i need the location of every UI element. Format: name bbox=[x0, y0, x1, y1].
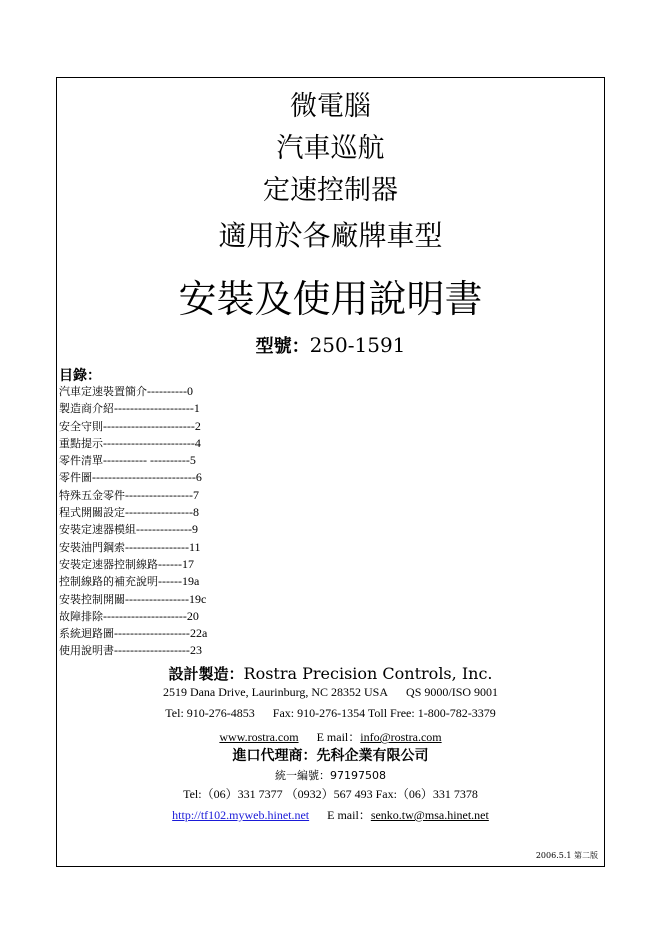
toc-item-page: 5 bbox=[189, 453, 196, 468]
manufacturer-label: 設計製造： bbox=[168, 665, 244, 683]
toc-item-leader: ------ bbox=[158, 556, 182, 571]
toc-item-leader: ----------------- bbox=[125, 487, 193, 502]
toc-item-name: 特殊五金零件 bbox=[59, 488, 125, 502]
toc-item-page: 9 bbox=[191, 522, 198, 537]
toc-item bbox=[59, 573, 207, 590]
toc-item-leader: ----------------------- bbox=[103, 418, 195, 433]
toc-item-leader: ------------------- bbox=[114, 626, 190, 641]
agent-email-link[interactable]: senko.tw@msa.hinet.net bbox=[370, 808, 489, 822]
toc-item-name: 使用說明書 bbox=[59, 644, 114, 658]
toc-item-name: 製造商介紹 bbox=[59, 402, 114, 416]
toc-item-page: 19c bbox=[188, 591, 207, 606]
toc-item-name: 重點提示 bbox=[59, 436, 103, 450]
toc-item-name: 安裝控制開關 bbox=[59, 592, 125, 606]
toc-item-leader: ---------------- bbox=[125, 539, 189, 554]
toc-item bbox=[59, 418, 207, 435]
agent-web-line bbox=[57, 806, 604, 823]
toc-item-name: 程式開關設定 bbox=[59, 506, 125, 520]
main-title: 安裝及使用說明書 bbox=[178, 277, 483, 321]
toc-item-leader: ---------------- bbox=[125, 591, 189, 606]
toc-item-leader: ------------------- bbox=[114, 643, 190, 658]
toc-item-page: 11 bbox=[188, 539, 201, 554]
toc-item-page: 17 bbox=[181, 556, 194, 571]
toc-heading: 目錄： bbox=[59, 368, 101, 384]
toc-item bbox=[59, 608, 207, 625]
manufacturer-address-line bbox=[57, 685, 604, 700]
toc-item-leader: -------------------- bbox=[114, 401, 194, 416]
toc-item-leader: ----------- ---------- bbox=[103, 453, 190, 468]
toc-item-page: 23 bbox=[189, 643, 202, 658]
toc-item-page: 20 bbox=[186, 608, 199, 623]
title-line-3: 定速控制器 bbox=[263, 175, 398, 206]
toc-item bbox=[59, 539, 207, 556]
manufacturer-email-label: E mail： bbox=[316, 730, 361, 744]
toc-item-name: 汽車定速裝置簡介 bbox=[59, 385, 147, 398]
toc-item-leader: ----------------------- bbox=[103, 435, 195, 450]
toc-item-name: 安裝定速器模組 bbox=[59, 523, 136, 537]
toc-item-page: 2 bbox=[194, 418, 201, 433]
toc-item bbox=[59, 591, 207, 608]
toc-item-name: 安裝定速器控制線路 bbox=[59, 557, 158, 571]
edition-note: 2006.5.1 第二版 bbox=[535, 851, 598, 860]
title-line-1: 微電腦 bbox=[290, 91, 371, 122]
toc-item-name: 系統迴路圖 bbox=[59, 627, 114, 641]
toc-item-name: 零件清單 bbox=[59, 454, 103, 468]
toc-item bbox=[59, 383, 207, 400]
manufacturer-name: Rostra Precision Controls, Inc. bbox=[243, 664, 493, 683]
manufacturer-website-link[interactable]: www.rostra.com bbox=[219, 730, 299, 744]
toc-item bbox=[59, 625, 207, 642]
toc-item bbox=[59, 521, 207, 538]
toc-item bbox=[59, 487, 207, 504]
toc-item bbox=[59, 504, 207, 521]
toc-item-name: 安全守則 bbox=[59, 419, 103, 433]
toc-item bbox=[59, 435, 207, 452]
manufacturer-line bbox=[57, 663, 604, 684]
agent-phones: Tel:（06）331 7377 （0932）567 493 Fax:（06）331 7378 bbox=[183, 787, 478, 801]
manufacturer-web-line bbox=[57, 728, 604, 745]
toc-item-leader: ---------- bbox=[147, 384, 187, 398]
toc-item-page: 8 bbox=[192, 505, 199, 520]
toc-item-name: 零件圖 bbox=[59, 471, 92, 485]
agent-label: 進口代理商： bbox=[232, 748, 317, 764]
toc-item-name: 安裝油門鋼索 bbox=[59, 540, 125, 554]
toc-item-page: 22a bbox=[189, 626, 208, 641]
model-number bbox=[57, 332, 604, 358]
model-value: 250-1591 bbox=[309, 333, 406, 357]
agent-website-link[interactable]: http://tf102.myweb.hinet.net bbox=[172, 808, 310, 822]
toc-item-page: 19a bbox=[181, 574, 200, 589]
toc-item bbox=[59, 642, 207, 659]
toc-item bbox=[59, 452, 207, 469]
manufacturer-address: 2519 Dana Drive, Laurinburg, NC 28352 USA bbox=[162, 685, 389, 699]
toc-item-leader: ----------------- bbox=[125, 505, 193, 520]
toc-item-leader: -------------- bbox=[136, 522, 192, 537]
manufacturer-email-link[interactable]: info@rostra.com bbox=[360, 730, 442, 744]
toc-item bbox=[59, 556, 207, 573]
manufacturer-tel: Tel: 910-276-4853 bbox=[165, 706, 255, 720]
toc-item-page: 4 bbox=[194, 435, 201, 450]
toc-item-page: 7 bbox=[192, 487, 199, 502]
agent-tax-id: 統一編號：97197508 bbox=[275, 769, 386, 782]
table-of-contents bbox=[59, 383, 207, 660]
toc-item-leader: --------------------- bbox=[103, 608, 187, 623]
toc-item-page: 6 bbox=[195, 470, 202, 485]
title-line-2: 汽車巡航 bbox=[276, 133, 385, 164]
toc-item-page: 1 bbox=[193, 401, 200, 416]
subtitle: 適用於各廠牌車型 bbox=[218, 219, 443, 252]
document-frame bbox=[56, 77, 605, 867]
toc-item-name: 故障排除 bbox=[59, 609, 103, 623]
agent-email-label: E mail： bbox=[327, 808, 371, 822]
manufacturer-fax: Fax: 910-276-1354 Toll Free: 1-800-782-3379 bbox=[272, 706, 496, 720]
toc-item-name: 控制線路的補充說明 bbox=[59, 575, 158, 589]
toc-item bbox=[59, 469, 207, 486]
manufacturer-qs: QS 9000/ISO 9001 bbox=[406, 685, 499, 699]
manufacturer-phone-line bbox=[57, 706, 604, 721]
toc-item-leader: ------ bbox=[158, 574, 182, 589]
agent-line bbox=[57, 745, 604, 765]
model-label: 型號： bbox=[255, 336, 310, 357]
toc-item-page: 0 bbox=[186, 384, 193, 398]
toc-item bbox=[59, 400, 207, 417]
toc-item-leader: -------------------------- bbox=[92, 470, 196, 485]
agent-name: 先科企業有限公司 bbox=[316, 748, 429, 764]
